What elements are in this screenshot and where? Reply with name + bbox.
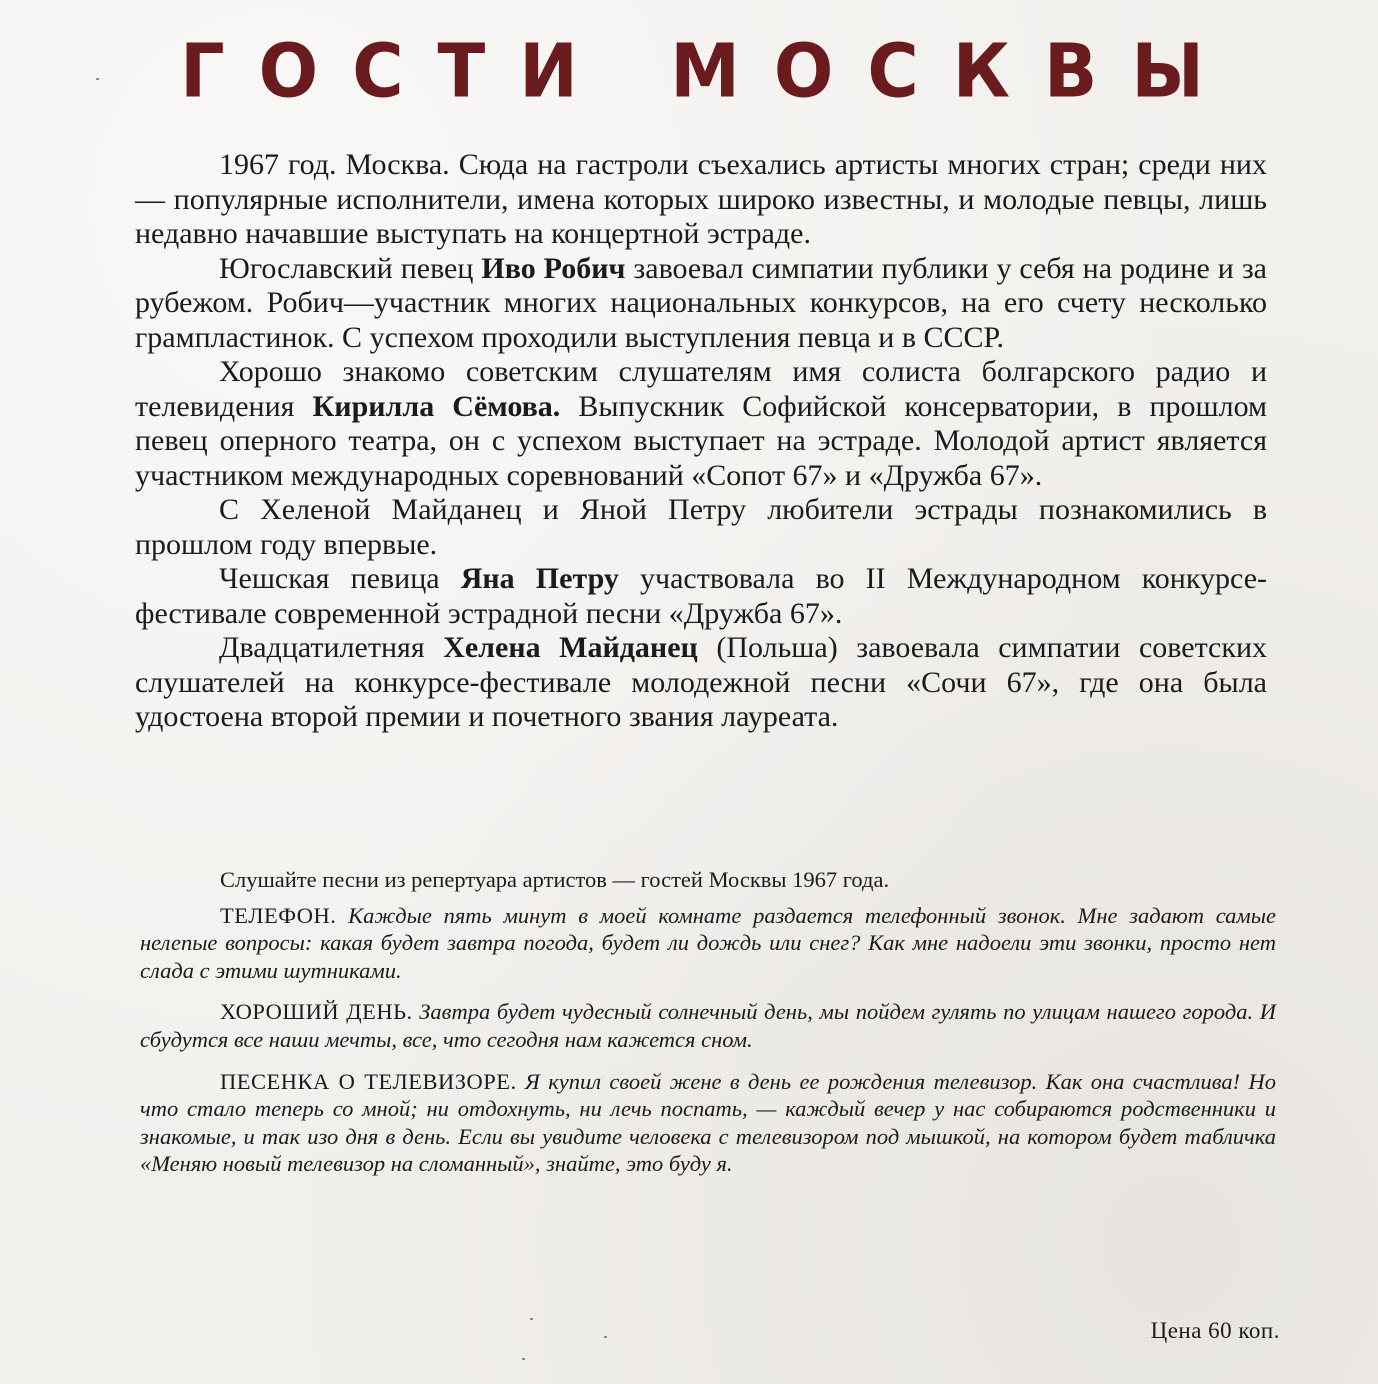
- paper-speck: [604, 1336, 607, 1338]
- paper-speck: [530, 1318, 533, 1320]
- artist-name-jana-petru: Яна Петру: [460, 562, 619, 595]
- paragraph-ivo-robic: [135, 252, 1267, 356]
- song-title: ХОРОШИЙ ДЕНЬ.: [220, 999, 413, 1025]
- song-item: [140, 902, 1276, 985]
- paragraph-kirill-semov: [135, 355, 1267, 493]
- paragraph-acquaintance: С Хеленой Майданец и Яной Петру любители эстрады познакомились в прошлом году впервые.: [135, 493, 1267, 561]
- page-title: ГОСТИ МОСКВЫ: [180, 27, 1238, 115]
- p3-rest: Выпускник Софийской консерватории, в прошлом певец оперного театра, он с успехом выступает на эстраде. Молодой артист является участником международных соревнований «Сопот 67» и «Дружба 67».: [135, 389, 1267, 492]
- song-summary: Завтра будет чудесный солнечный день, мы пойдем гулять по улицам нашего города. И сбудутся все наши мечты, все, что сегодня нам кажется сном.: [140, 999, 1277, 1052]
- song-title: ПЕСЕНКА О ТЕЛЕВИЗОРЕ.: [220, 1068, 517, 1094]
- p5-rest: участвовала во II Международном конкурсе-фестивале современной эстрадной песни «Дружба 67».: [135, 562, 1267, 630]
- song-item: [140, 1068, 1276, 1178]
- p6-lead: Двадцатилетняя: [219, 631, 444, 664]
- artist-name-ivo-robic: Иво Робич: [481, 251, 626, 285]
- paragraph-helena-majdaniec: [135, 631, 1267, 735]
- paragraph-jana-petru: [135, 562, 1267, 631]
- paper-speck: [96, 78, 99, 80]
- paper-speck: [522, 1358, 525, 1360]
- intro-paragraph: 1967 год. Москва. Сюда на гастроли съехались артисты многих стран; среди них — популярные исполнители, имена которых широко известны, и молодые певцы, лишь недавно начавшие выступать на концертной эстраде.: [135, 148, 1267, 250]
- artist-name-helena-majdaniec: Хелена Майданец: [443, 631, 698, 664]
- liner-notes: [135, 148, 1267, 735]
- p2-rest: завоевал симпатии публики у себя на родине и за рубежом. Робич—участник многих национальных конкурсов, на его счету несколько грампластинок. С успехом проходили выступления певца и в СССР.: [135, 251, 1267, 354]
- artist-name-kirill-semov: Кирилла Сёмова.: [312, 389, 561, 423]
- p3-lead: Хорошо знакомо советским слушателям имя солиста болгарского радио и телевидения: [135, 355, 1267, 423]
- song-summary: Я купил своей жене в день ее рождения телевизор. Как она счастлива! Но что стало теперь со мной; ни отдохнуть, ни лечь поспать, — каждый вечер у нас собираются родственники и знакомые, и так изо дня в день. Если вы увидите человека с телевизором под мышкой, на котором будет табличка «Меняю новый телевизор на сломанный», знайте, это буду я.: [140, 1068, 1276, 1177]
- p5-lead: Чешская певица: [219, 562, 461, 595]
- song-descriptions: [140, 866, 1276, 1192]
- p6-rest: (Польша) завоевала симпатии советских слушателей на конкурсе-фестивале молодежной песни «Сочи 67», где она была удостоена второй премии и почетного звания лауреата.: [135, 631, 1268, 733]
- song-summary: Каждые пять минут в моей комнате раздается телефонный звонок. Мне задают самые нелепые вопросы: какая будет завтра погода, будет ли дождь или снег? Как мне надоели эти звонки, просто нет слада с этими шутниками.: [140, 902, 1277, 983]
- p2-lead: Югославский певец: [219, 251, 482, 285]
- songs-intro: Слушайте песни из репертуара артистов — гостей Москвы 1967 года.: [220, 867, 890, 892]
- song-title: ТЕЛЕФОН.: [220, 902, 337, 928]
- price-label: Цена 60 коп.: [1150, 1318, 1280, 1343]
- song-item: [140, 998, 1276, 1053]
